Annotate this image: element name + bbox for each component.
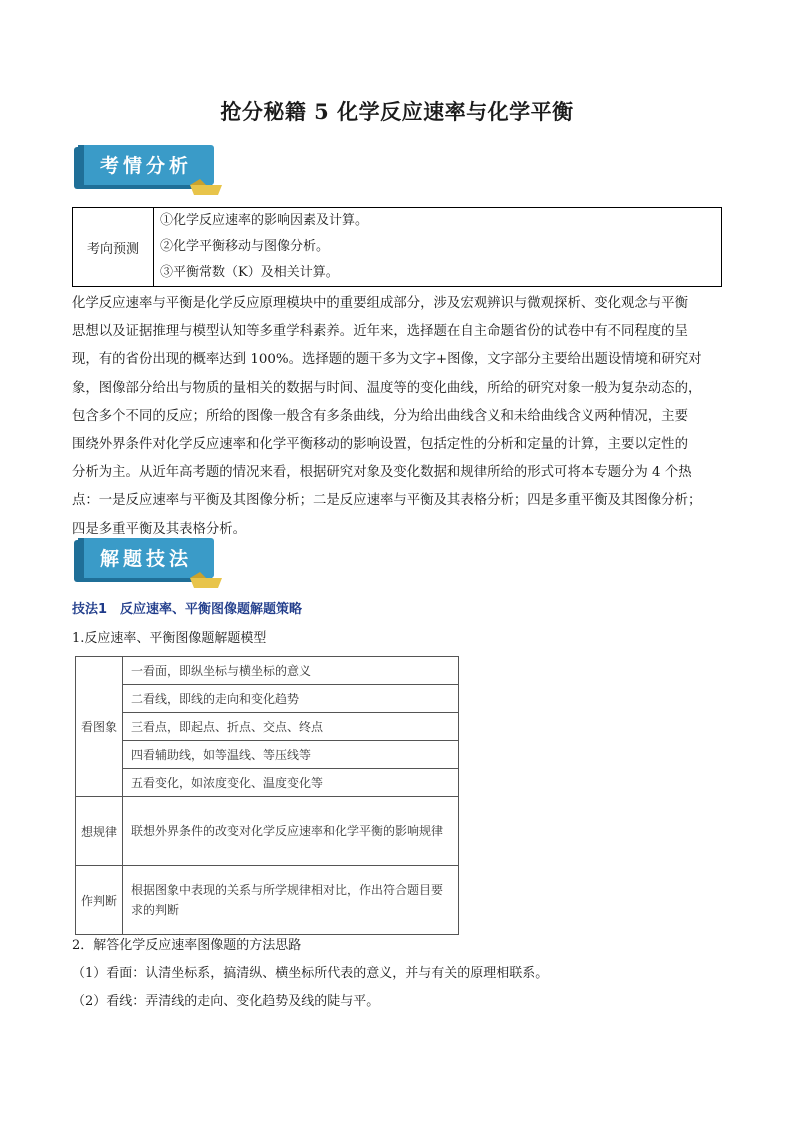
page-title: 抢分秘籍 5 化学反应速率与化学平衡 [220,99,574,124]
model-item: 四看辅助线，如等温线、等压线等 [123,741,459,769]
analysis-line: 分析为主。从近年高考题的情况来看，根据研究对象及变化数据和规律所给的形式可将本专题分为 4 个热 [72,465,692,481]
model-item: 三看点，即起点、折点、交点、终点 [123,713,459,741]
model-item: 联想外界条件的改变对化学反应速率和化学平衡的影响规律 [123,797,459,866]
analysis-paragraph [72,290,724,544]
analysis-line: 包含多个不同的反应；所给的图像一般含有多条曲线，分为给出曲线含义和未给曲线含义两种情况，主要 [72,408,688,424]
section-label: 解题技法 [99,548,192,570]
section-label: 考情分析 [99,155,192,177]
subheading-model: 1.反应速率、平衡图像题解题模型 [72,631,267,646]
analysis-line: 现，有的省份出现的概率达到 100%。选择题的题干多为文字+图像，文字部分主要给出题设情境和研究对 [72,352,702,368]
model-category: 看图象 [76,657,123,797]
analysis-line: 象，图像部分给出与物质的量相关的数据与时间、温度等的变化曲线，所给的研究对象一般为复杂动态的， [72,380,702,396]
analysis-line: 思想以及证据推理与模型认知等多重学科素养。近年来，选择题在自主命题省份的试卷中有不同程度的呈 [72,324,688,340]
model-item: 根据图象中表现的关系与所学规律相对比，作出符合题目要求的判断 [123,866,459,935]
subheading-method: 2．解答化学反应速率图像题的方法思路 [72,938,302,953]
forecast-item: ①化学反应速率的影响因素及计算。 [160,213,369,228]
technique-heading: 技法1 反应速率、平衡图像题解题策略 [72,602,303,617]
step-item: （1）看面：认清坐标系，搞清纵、横坐标所代表的意义，并与有关的原理相联系。 [72,966,549,981]
analysis-line: 化学反应速率与平衡是化学反应原理模块中的重要组成部分，涉及宏观辨识与微观探析、变化观念与平衡 [72,296,688,311]
section-header-exam-analysis [72,143,224,197]
forecast-item: ③平衡常数（K）及相关计算。 [160,265,339,280]
analysis-line: 四是多重平衡及其表格分析。 [72,521,247,537]
step-item: （2）看线：弄清线的走向、变化趋势及线的陡与平。 [72,994,380,1009]
model-category: 想规律 [76,797,123,866]
forecast-item: ②化学平衡移动与图像分析。 [160,239,330,254]
forecast-items [154,208,722,287]
section-header-techniques [72,536,224,590]
analysis-line: 点：一是反应速率与平衡及其图像分析；二是反应速率与平衡及其表格分析；四是多重平衡及其图像分析； [72,493,702,509]
analysis-line: 围绕外界条件对化学反应速率和化学平衡移动的影响设置，包括定性的分析和定量的计算，主要以定性的 [72,437,688,453]
model-item: 五看变化，如浓度变化、温度变化等 [123,769,459,797]
forecast-header: 考向预测 [73,208,154,287]
forecast-table [72,207,722,287]
model-item: 二看线，即线的走向和变化趋势 [123,685,459,713]
model-category: 作判断 [76,866,123,935]
model-item: 一看面，即纵坐标与横坐标的意义 [123,657,459,685]
model-table [75,656,459,935]
